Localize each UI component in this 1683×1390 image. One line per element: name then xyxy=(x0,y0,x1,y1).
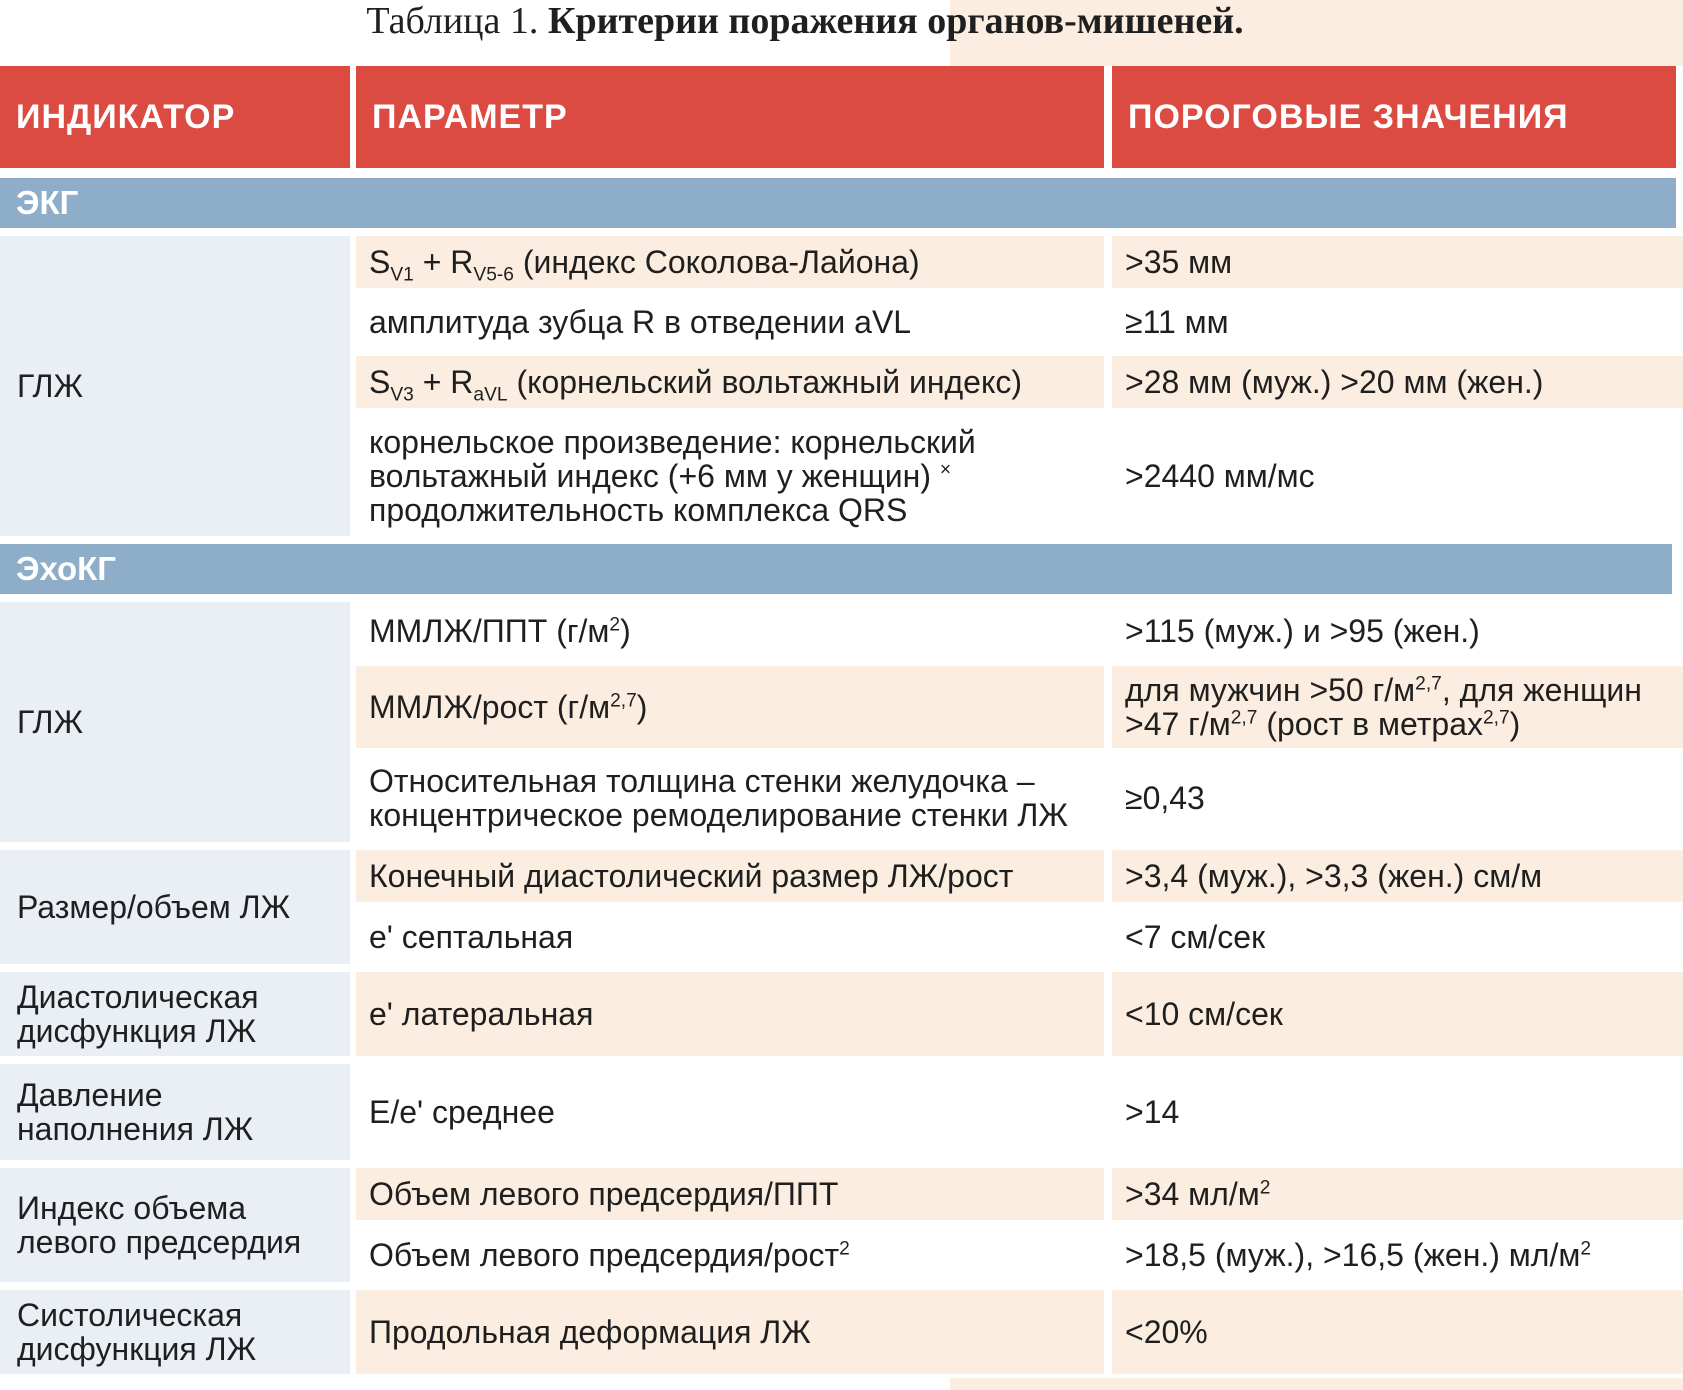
section-ecg: ЭКГ xyxy=(0,178,1676,228)
param-lvm-height: ММЛЖ/рост $(г/м^{2,7})$ xyxy=(356,666,1104,748)
param-e-septal: e' септальная xyxy=(356,910,1104,964)
header-parameter: ПАРАМЕТР xyxy=(356,66,1104,168)
background-peach-strip xyxy=(950,1378,1683,1390)
table-title-prefix: Таблица 1. xyxy=(366,0,539,42)
indicator-diastolic: Диастолическая дисфункция ЛЖ xyxy=(0,972,350,1056)
value-cornell-product: >2440 мм/мс xyxy=(1112,416,1683,536)
param-lvedd-height: Конечный диастолический размер ЛЖ/рост xyxy=(356,850,1104,902)
param-gls: Продольная деформация ЛЖ xyxy=(356,1290,1104,1374)
value-lvmi-bsa: >115 (муж.) и >95 (жен.) xyxy=(1112,602,1683,660)
param-r-avl: амплитуда зубца R в отведении aVL xyxy=(356,296,1104,348)
value-e-e-average: >14 xyxy=(1112,1064,1683,1160)
param-lvmi-bsa: ММЛЖ/ППТ $(г/м^2)$ xyxy=(356,602,1104,660)
indicator-lv-size: Размер/объем ЛЖ xyxy=(0,850,350,964)
header-indicator: ИНДИКАТОР xyxy=(0,66,350,168)
table-title-main: Критерии поражения органов-мишеней. xyxy=(547,0,1244,42)
value-e-lateral: <10 см/сек xyxy=(1112,972,1683,1056)
param-la-volume-bsa: Объем левого предсердия/ППТ xyxy=(356,1168,1104,1220)
indicator-glzh-ecg: ГЛЖ xyxy=(0,236,350,536)
value-cornell-voltage: >28 мм (муж.) >20 мм (жен.) xyxy=(1112,356,1683,408)
indicator-filling-pressure: Давление наполнения ЛЖ xyxy=(0,1064,350,1160)
param-cornell-voltage: $S_{V3} + R_{aVL}$ (корнельский вольтажный индекс) xyxy=(356,356,1104,408)
section-echo: ЭхоКГ xyxy=(0,544,1672,594)
value-sokolov-lyon: >35 мм xyxy=(1112,236,1683,288)
value-e-septal: <7 см/сек xyxy=(1112,910,1683,964)
param-rwt: Относительная толщина стенки желудочка – концентрическое ремоделирование стенки ЛЖ xyxy=(356,754,1104,842)
param-cornell-product: корнельское произведение: корнельский вольтажный индекс (+6 мм у женщин) × продолжительность комплекса QRS xyxy=(356,416,1104,536)
param-la-volume-height: Объем левого предсердия/рост$^2$ xyxy=(356,1228,1104,1282)
value-la-volume-bsa: >34 $мл/м^2$ xyxy=(1112,1168,1683,1220)
value-la-volume-height: >18,5 (муж.), >16,5 (жен.) $мл/м^2$ xyxy=(1112,1228,1683,1282)
value-lvedd-height: >3,4 (муж.), >3,3 (жен.) см/м xyxy=(1112,850,1683,902)
param-sokolov-lyon: $S_{V1} + R_{V5-6}$ (индекс Соколова-Лайона) xyxy=(356,236,1104,288)
value-rwt: ≥0,43 xyxy=(1112,754,1683,842)
value-r-avl: ≥11 мм xyxy=(1112,296,1683,348)
header-threshold: ПОРОГОВЫЕ ЗНАЧЕНИЯ xyxy=(1112,66,1676,168)
value-gls: <20% xyxy=(1112,1290,1683,1374)
value-lvm-height: для мужчин >50 $г/м^{2,7}$, для женщин >47 $г/м^{2,7}$ (рост в метрах$^{2,7}$) xyxy=(1112,666,1683,748)
table-title xyxy=(0,0,1610,50)
indicator-glzh-echo: ГЛЖ xyxy=(0,602,350,842)
indicator-systolic: Систолическая дисфункция ЛЖ xyxy=(0,1290,350,1374)
param-e-lateral: e' латеральная xyxy=(356,972,1104,1056)
param-e-e-average: E/e' среднее xyxy=(356,1064,1104,1160)
indicator-la-volume: Индекс объема левого предсердия xyxy=(0,1168,350,1282)
